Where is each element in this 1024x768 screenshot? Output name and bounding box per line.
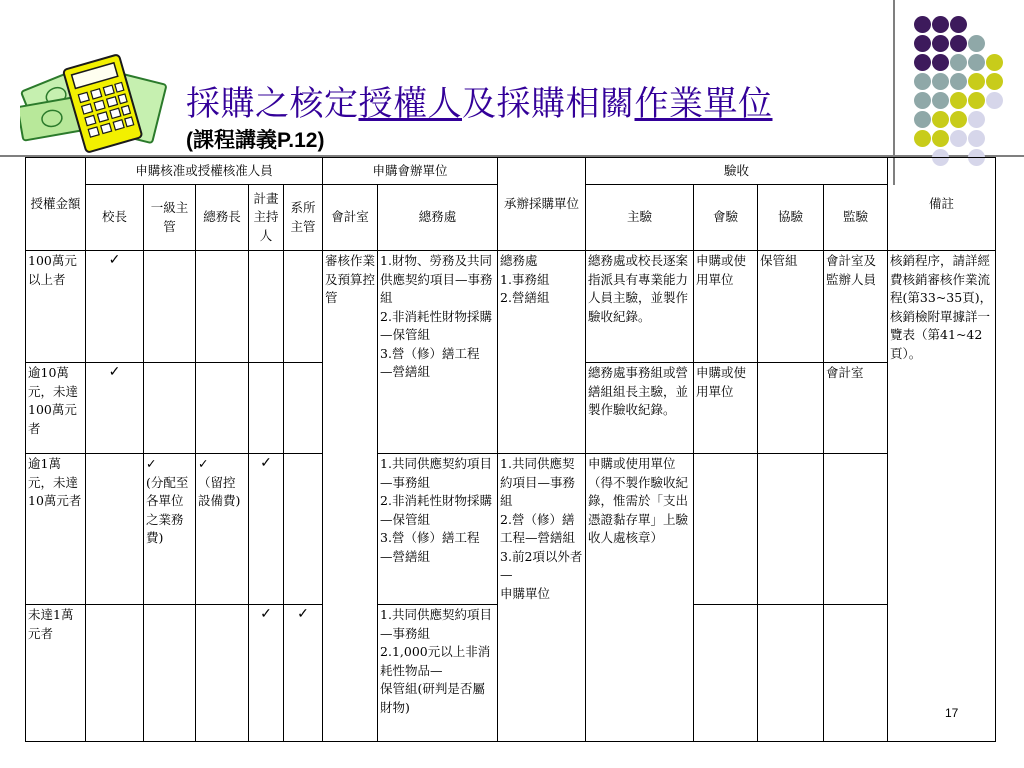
calculator-money-icon: [20, 48, 170, 158]
row1-inspector: 總務處或校長逐案指派具有專業能力人員主驗，並製作驗收紀錄。: [586, 251, 694, 363]
row1-co-inspector: 申購或使用單位: [694, 251, 758, 363]
header-assist: 協驗: [758, 185, 824, 251]
row1-amount: 100萬元以上者: [26, 251, 86, 363]
row3-undertaking: 1.共同供應契約項目—事務組 2.營（修）繕工程—營繕組 3.前2項以外者— 申購單位: [498, 454, 586, 742]
header-undertaking-unit: 承辦採購單位: [498, 158, 586, 251]
row4-general-affairs: 1.共同供應契約項目—事務組 2.1,000元以上非消耗性物品— 保管組(研判是否屬財物): [378, 605, 498, 742]
row4-dean: [196, 605, 249, 742]
header-president: 校長: [86, 185, 144, 251]
row2-amount: 逾10萬元，未達100萬元者: [26, 363, 86, 454]
row1-undertaking: 總務處 1.事務組 2.營繕組: [498, 251, 586, 454]
header-dept-head: 系所主管: [284, 185, 323, 251]
row2-dept: [284, 363, 323, 454]
header-amount: 授權金額: [26, 158, 86, 251]
row1-assist: 保管組: [758, 251, 824, 363]
row1-president-check: ✓: [86, 251, 144, 363]
header-group-acceptance: 驗收: [586, 158, 888, 185]
row1-general-affairs: 1.財物、勞務及共同供應契約項目—事務組 2.非消耗性財物採購—保管組 3.營（修）繕工程 —營繕組: [378, 251, 498, 454]
row1-pi: [249, 251, 284, 363]
row1-first-level: [144, 251, 196, 363]
row3-first-level: [144, 454, 196, 605]
title-part-1: 採購之核定: [186, 84, 359, 124]
row2-inspector: 總務處事務組或營繕組組長主驗，並製作驗收紀錄。: [586, 363, 694, 454]
slide-subtitle: (課程講義P.12): [186, 129, 325, 152]
header-general-affairs: 總務處: [378, 185, 498, 251]
row3-supervise: [824, 454, 888, 605]
row3-dean-check: ✓: [198, 456, 209, 471]
row1-supervise: 會計室及監辦人員: [824, 251, 888, 363]
row4-dept-check: ✓: [284, 605, 323, 742]
row4-assist: [758, 605, 824, 742]
header-group-approvers: 申購核准或授權核准人員: [86, 158, 323, 185]
title-part-4: 作業單位: [634, 84, 773, 124]
row4-pi-check: ✓: [249, 605, 284, 742]
header-general-affairs-dean: 總務長: [196, 185, 249, 251]
header-group-units: 申購會辦單位: [323, 158, 498, 185]
row3-general-affairs: 1.共同供應契約項目—事務組 2.非消耗性財物採購—保管組 3.營（修）繕工程 —營繕組: [378, 454, 498, 605]
remarks-cell: 核銷程序，請詳經費核銷審核作業流程(第33~35頁)，核銷檢附單據詳一覽表（第41~42頁）。: [888, 251, 996, 742]
row2-supervise: 會計室: [824, 363, 888, 454]
row2-president-check: ✓: [86, 363, 144, 454]
row3-co-inspector: [694, 454, 758, 605]
header-first-level: 一級主管: [144, 185, 196, 251]
row3-pi-check: ✓: [249, 454, 284, 605]
row2-first-level: [144, 363, 196, 454]
row3-dean: [196, 454, 249, 605]
row4-co-inspector: [694, 605, 758, 742]
title-part-3: 及採購相關: [462, 84, 635, 124]
row3-first-level-check: ✓: [146, 456, 157, 471]
row3-inspector: 申購或使用單位（得不製作驗收紀錄，惟需於「支出憑證黏存單」上驗收人處核章）: [586, 454, 694, 742]
row1-dept: [284, 251, 323, 363]
row3-amount: 逾1萬元，未達10萬元者: [26, 454, 86, 605]
accounting-cell: 審核作業及預算控管: [323, 251, 378, 742]
header-inspector: 主驗: [586, 185, 694, 251]
row4-first-level: [144, 605, 196, 742]
row3-dept: [284, 454, 323, 605]
row3-assist: [758, 454, 824, 605]
row2-pi: [249, 363, 284, 454]
header-supervise: 監驗: [824, 185, 888, 251]
row3-president: [86, 454, 144, 605]
procurement-authority-table: [25, 157, 996, 742]
row2-dean: [196, 363, 249, 454]
header-accounting: 會計室: [323, 185, 378, 251]
row3-dean-note: （留控設備費): [198, 474, 241, 508]
header-project-pi: 計畫主持人: [249, 185, 284, 251]
page-number: 17: [945, 706, 959, 720]
row1-dean: [196, 251, 249, 363]
row2-co-inspector: 申購或使用單位: [694, 363, 758, 454]
row2-assist: [758, 363, 824, 454]
title-part-2: 授權人: [358, 84, 462, 124]
row4-amount: 未達1萬元者: [26, 605, 86, 742]
row4-supervise: [824, 605, 888, 742]
header-remarks: 備註: [888, 158, 996, 251]
row3-first-level-note: (分配至各單位之業務費): [146, 474, 189, 545]
row4-president: [86, 605, 144, 742]
header-co-inspector: 會驗: [694, 185, 758, 251]
slide-title: [186, 76, 773, 125]
